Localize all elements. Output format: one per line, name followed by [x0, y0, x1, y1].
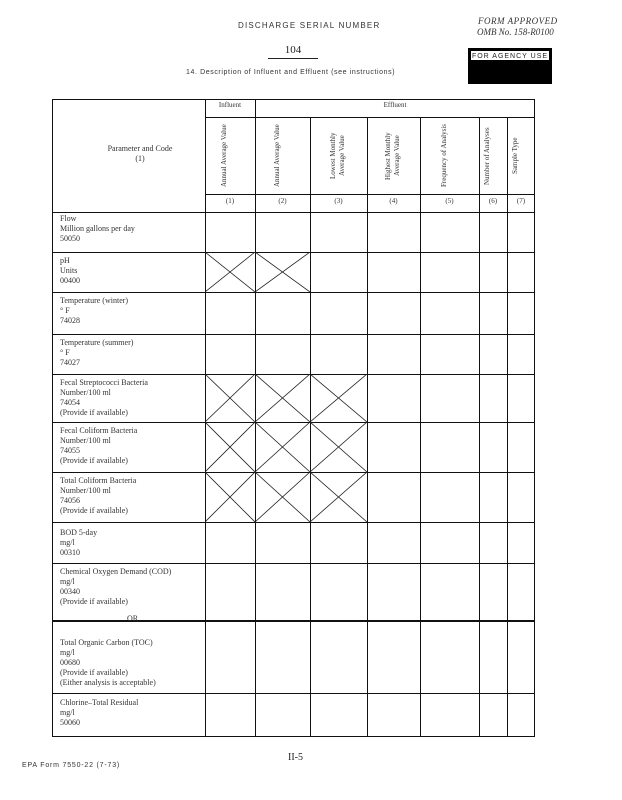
cross-out-mark — [255, 374, 310, 422]
row-divider — [52, 212, 535, 213]
column-header-label: Highest Monthly Average Value — [383, 132, 401, 180]
parameter-row — [60, 338, 133, 368]
parameter-line: mg/l — [60, 648, 75, 657]
parameter-header-title: Parameter and Code — [107, 144, 173, 153]
parameter-line: 74027 — [60, 358, 80, 367]
agency-use-label: FOR AGENCY USE — [470, 50, 550, 61]
parameter-line: Fecal Coliform Bacteria — [60, 426, 138, 435]
section-title: 14. Description of Influent and Effluent (see instructions) — [186, 69, 396, 76]
parameter-line: Temperature (winter) — [60, 296, 129, 305]
parameter-line: (Provide if available) — [60, 408, 128, 417]
discharge-serial-label: DISCHARGE SERIAL NUMBER — [238, 21, 381, 30]
row-divider — [52, 522, 535, 523]
parameter-line: Number/100 ml — [60, 486, 111, 495]
parameter-row — [60, 528, 97, 558]
page-number: II-5 — [288, 752, 303, 763]
cross-out-mark — [205, 472, 255, 522]
parameter-row — [60, 214, 135, 244]
cross-out-mark — [205, 422, 255, 472]
group-header-line — [205, 117, 535, 118]
cross-out-mark — [310, 422, 367, 472]
cross-out-mark — [255, 422, 310, 472]
omb-number: OMB No. 158-R0100 — [477, 27, 554, 37]
parameter-line: ° F — [60, 348, 70, 357]
parameter-line: 00680 — [60, 658, 80, 667]
parameter-row — [60, 296, 128, 326]
column-number: (1) — [225, 197, 235, 205]
row-divider — [52, 292, 535, 293]
parameter-line: (Provide if available) — [60, 506, 128, 515]
parameter-line: ° F — [60, 306, 70, 315]
column-divider — [507, 117, 508, 737]
parameter-line: Chemical Oxygen Demand (COD) — [60, 567, 172, 576]
parameter-header-code: (1) — [135, 154, 145, 163]
column-header-label: Frequency of Analysis — [439, 124, 448, 188]
parameter-line: 74055 — [60, 446, 80, 455]
cross-out-mark — [205, 374, 255, 422]
influent-header: Influent — [218, 101, 242, 109]
parameter-line: mg/l — [60, 577, 75, 586]
column-divider — [367, 117, 368, 737]
parameter-line: 00310 — [60, 548, 80, 557]
parameter-row — [60, 614, 205, 624]
parameter-line: OR — [126, 614, 139, 623]
parameter-row — [60, 378, 148, 418]
parameter-line: Temperature (summer) — [60, 338, 134, 347]
parameter-line: 74028 — [60, 316, 80, 325]
parameter-line: Million gallons per day — [60, 224, 135, 233]
cross-out-mark — [255, 252, 310, 292]
parameter-row — [60, 698, 138, 728]
cross-out-mark — [310, 472, 367, 522]
parameter-line: Chlorine–Total Residual — [60, 698, 139, 707]
column-header-label: Annual Average Value — [220, 124, 228, 188]
column-divider — [420, 117, 421, 737]
column-number: (7) — [516, 197, 526, 205]
parameter-line: Fecal Streptococci Bacteria — [60, 378, 148, 387]
parameter-line: Total Coliform Bacteria — [60, 476, 137, 485]
cross-out-mark — [255, 472, 310, 522]
column-number: (3) — [334, 197, 343, 205]
parameter-row — [60, 638, 156, 688]
parameter-line: Units — [60, 266, 78, 275]
serial-underline — [268, 58, 318, 59]
column-number: (5) — [445, 197, 454, 205]
parameter-row — [60, 476, 136, 516]
parameter-line: Number/100 ml — [60, 436, 111, 445]
column-number: (4) — [389, 197, 398, 205]
parameter-line: Flow — [60, 214, 77, 223]
column-header-label: Lowest Monthly Average Value — [328, 132, 346, 180]
row-divider — [52, 334, 535, 335]
form-approved-label: FORM APPROVED — [478, 16, 558, 26]
parameter-line: pH — [60, 256, 70, 265]
epa-form-number: EPA Form 7550-22 (7-73) — [22, 762, 121, 769]
parameter-row — [60, 567, 171, 607]
parameter-line: (Provide if available) — [60, 597, 128, 606]
parameter-line: 00400 — [60, 276, 80, 285]
parameter-line: Number/100 ml — [60, 388, 111, 397]
parameter-line: mg/l — [60, 708, 75, 717]
parameter-row — [60, 426, 137, 466]
column-header-label: Sample Type — [511, 137, 519, 175]
parameter-line: 50060 — [60, 718, 80, 727]
discharge-serial-value: 104 — [284, 44, 302, 56]
parameter-line: 50050 — [60, 234, 80, 243]
parameter-line: 00340 — [60, 587, 80, 596]
row-divider — [52, 693, 535, 694]
column-header-label: Annual Average Value — [272, 124, 281, 188]
column-number: (2) — [278, 197, 287, 205]
column-header-label: Number of Analyses — [483, 127, 491, 185]
parameter-line: (Provide if available) — [60, 668, 128, 677]
parameter-line: (Either analysis is acceptable) — [60, 678, 156, 687]
parameter-line: BOD 5-day — [60, 528, 98, 537]
cross-out-mark — [205, 252, 255, 292]
column-divider — [479, 117, 480, 737]
parameter-line: 74056 — [60, 496, 80, 505]
parameter-row — [60, 256, 80, 286]
cross-out-mark — [310, 374, 367, 422]
parameter-line: mg/l — [60, 538, 75, 547]
column-number: (6) — [488, 197, 498, 205]
parameter-line: (Provide if available) — [60, 456, 128, 465]
parameter-line: 74054 — [60, 398, 80, 407]
effluent-header: Effluent — [383, 101, 407, 109]
column-number-line — [205, 194, 535, 195]
row-divider — [52, 563, 535, 564]
parameter-header — [75, 144, 205, 164]
parameter-line: Total Organic Carbon (TOC) — [60, 638, 153, 647]
